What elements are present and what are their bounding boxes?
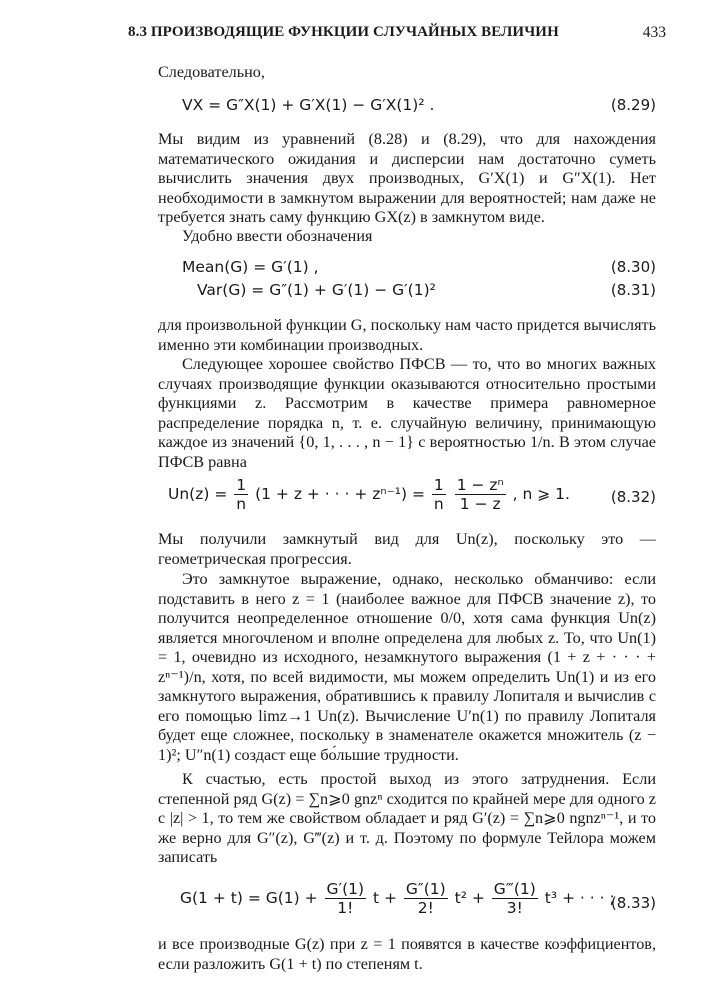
eq833-frac-b — [404, 880, 448, 917]
equation-8-29-number: (8.29) — [610, 96, 656, 114]
eq833-frac-c-num: G‴(1) — [493, 880, 536, 898]
eq833-frac-a — [325, 880, 367, 917]
equation-8-33 — [158, 880, 656, 924]
paragraph-6: Мы получили замкнутый вид для Un(z), поскольку это — геометрическая прогрессия. — [158, 530, 656, 568]
paragraph-7: Это замкнутое выражение, однако, несколько обманчиво: если подставить в него z = 1 (наиболее важное для ПФСВ значение z), то получится неопределенное отношение 0/0, хотя сама функция Un(z) является многочленом и вполне определена для любых z. То, что Un(1) = 1, очевидно из исходного, незамкнутого выражения (1 + z + · · · + zⁿ⁻¹)/n, хотя, по всей видимости, мы можем определить Un(1) и из его замкнутого выражения, обратившись к правилу Лопиталя и вычислив с его помощью limz→1 Un(z). Вычисление U′n(1) по правилу Лопиталя будет еще сложнее, поскольку в знаменателе окажется множитель (z − 1)²; U″n(1) создаст еще бо́льшие трудности. — [158, 570, 656, 764]
equation-8-31-number: (8.31) — [610, 281, 656, 299]
eq832-mid: (1 + z + · · · + zⁿ⁻¹) = — [255, 485, 425, 503]
paragraph-4: для произвольной функции G, поскольку нам часто придется вычислять именно эти комбинации производных. — [158, 316, 657, 354]
equation-8-32-body — [168, 476, 570, 513]
eq833-frac-a-num: G′(1) — [326, 880, 365, 898]
paragraph-1: Следовательно, — [158, 63, 265, 81]
eq833-frac-a-den: 1! — [337, 899, 354, 917]
eq832-frac-1-den: n — [236, 495, 247, 513]
eq832-frac-3-num: 1 − zⁿ — [456, 476, 504, 494]
eq832-frac-3 — [455, 476, 506, 513]
running-header — [128, 24, 668, 46]
eq833-frac-c-den: 3! — [506, 899, 523, 917]
equation-8-30 — [158, 258, 656, 282]
eq832-frac-1-num: 1 — [236, 476, 247, 494]
equation-8-31-body: Var(G) = G″(1) + G′(1) − G′(1)² — [197, 281, 436, 299]
eq833-term-c: t³ + · · · ; — [544, 889, 615, 907]
paragraph-2: Мы видим из уравнений (8.28) и (8.29), что для нахождения математического ожидания и дисперсии нам достаточно суметь вычислить значения двух производных, G′X(1) и G″X(1). Нет необходимости в замкнутом выражении для вероятностей; нам даже не требуется знать саму функцию GX(z) в замкнутом виде. — [158, 130, 656, 226]
paragraph-9: и все производные G(z) при z = 1 появятся в качестве коэффициентов, если разложить G(1 + t) по степеням t. — [158, 935, 656, 973]
eq832-frac-3-den: 1 − z — [459, 495, 501, 513]
equation-8-32 — [158, 476, 656, 520]
equation-8-30-number: (8.30) — [610, 258, 656, 276]
equation-8-33-number: (8.33) — [610, 894, 656, 912]
paragraph-5: Следующее хорошее свойство ПФСВ — то, что во многих важных случаях производящие функции оказываются относительно простыми функциями z. Рассмотрим в качестве примера равномерное распределение порядка n, т. е. случайную величину, принимающую каждое из значений {0, 1, . . . , n − 1} с вероятностью 1/n. В этом случае ПФСВ равна — [158, 355, 656, 471]
eq833-frac-b-den: 2! — [417, 899, 434, 917]
eq833-lhs: G(1 + t) = G(1) + — [180, 889, 318, 907]
equation-8-33-body — [180, 880, 615, 917]
eq832-frac-1 — [234, 476, 248, 513]
eq832-tail: , n ⩾ 1. — [512, 485, 570, 503]
eq832-frac-2-num: 1 — [433, 476, 444, 494]
equation-8-32-number: (8.32) — [610, 488, 656, 506]
eq832-frac-2-den: n — [433, 495, 444, 513]
page-number: 433 — [642, 24, 666, 41]
eq832-frac-2 — [432, 476, 446, 513]
equation-8-30-body: Mean(G) = G′(1) , — [182, 258, 319, 276]
paragraph-8: К счастью, есть простой выход из этого затруднения. Если степенной ряд G(z) = ∑n⩾0 gnzⁿ сходится по крайней мере для одного z с |z| > 1, то тем же свойством обладает и ряд G′(z) = ∑n⩾0 ngnzⁿ⁻¹, и то же верно для G″(z), G‴(z) и т. д. Поэтому по формуле Тейлора можем записать — [158, 770, 656, 866]
eq833-term-a: t + — [372, 889, 397, 907]
eq833-frac-b-num: G″(1) — [405, 880, 446, 898]
equation-8-29 — [158, 96, 656, 120]
equation-8-29-body: VX = G″X(1) + G′X(1) − G′X(1)² . — [182, 96, 435, 114]
equation-8-31 — [158, 281, 656, 305]
section-title: 8.3 ПРОИЗВОДЯЩИЕ ФУНКЦИИ СЛУЧАЙНЫХ ВЕЛИЧИН — [128, 24, 559, 40]
paragraph-3: Удобно ввести обозначения — [182, 227, 373, 245]
eq832-lhs: Un(z) = — [168, 485, 228, 503]
eq833-term-b: t² + — [454, 889, 485, 907]
eq833-frac-c — [492, 880, 538, 917]
